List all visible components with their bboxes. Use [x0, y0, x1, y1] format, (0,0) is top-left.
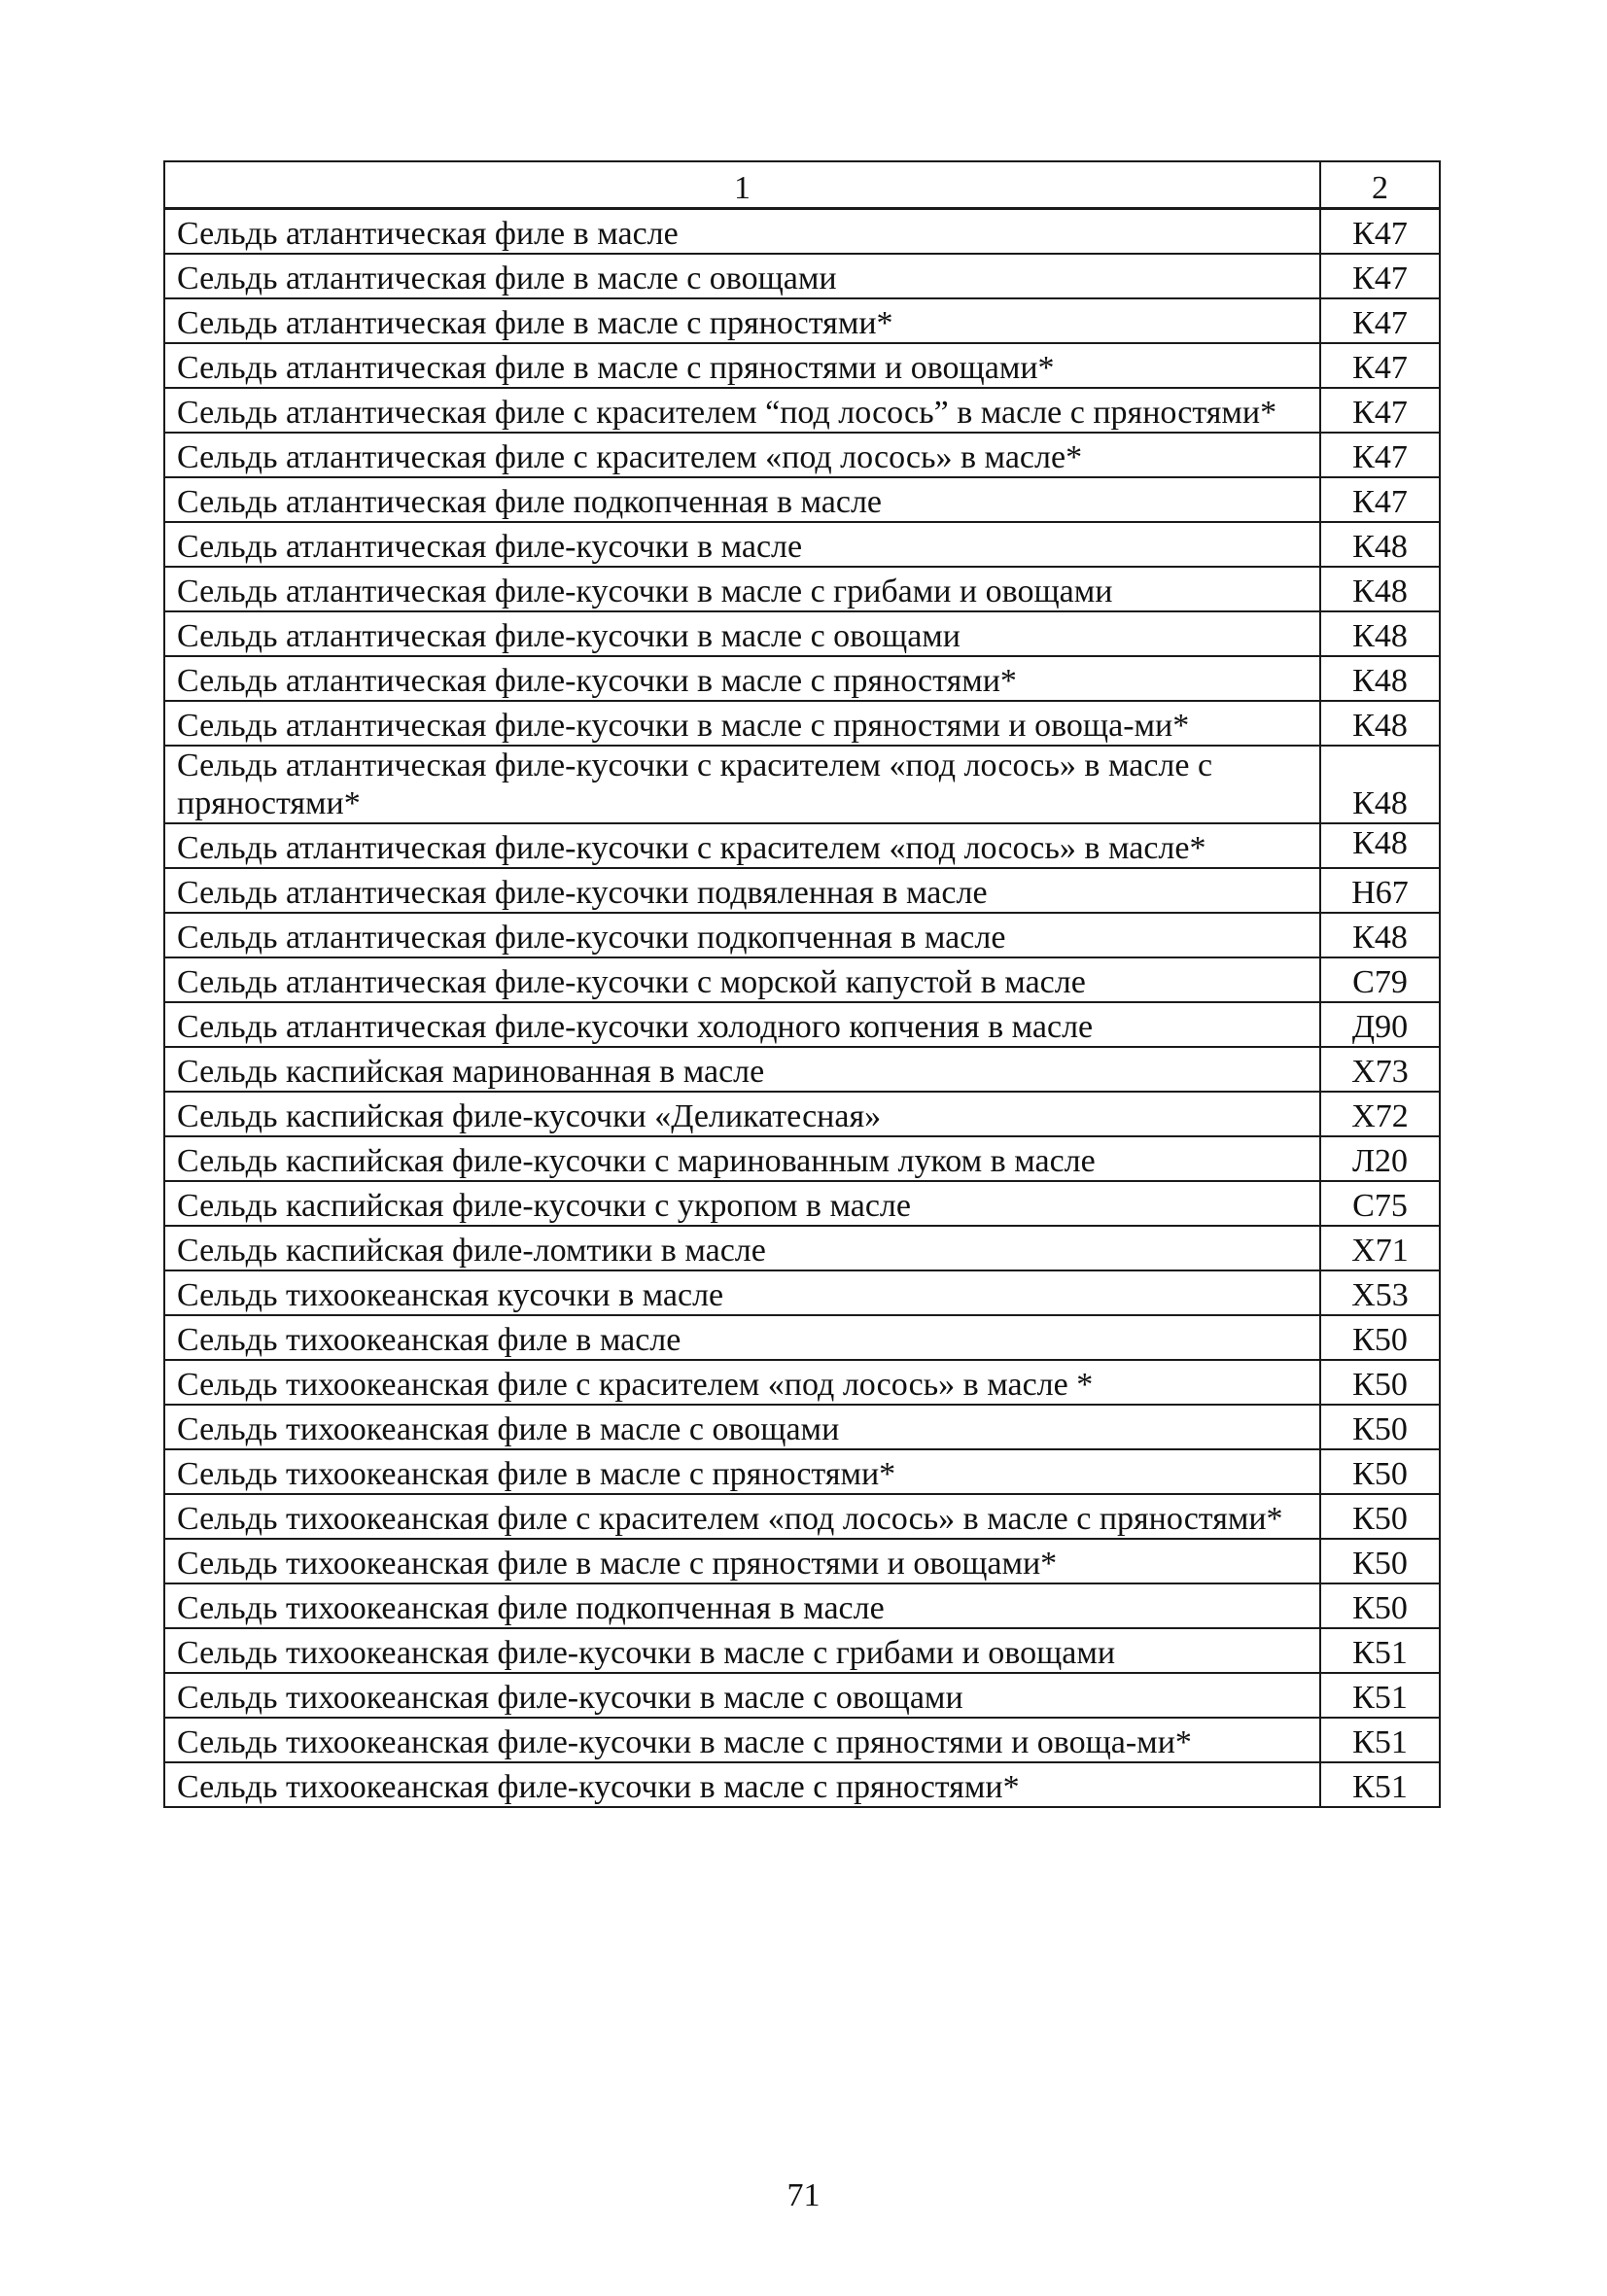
product-name-cell: Сельдь атлантическая филе-кусочки с красителем «под лосось» в масле с пряностями* — [164, 746, 1320, 823]
product-name-cell: Сельдь атлантическая филе в масле с овощами — [164, 254, 1320, 298]
product-name-cell: Сельдь каспийская филе-кусочки с укропом в масле — [164, 1181, 1320, 1226]
table-row — [164, 477, 1440, 522]
table-row — [164, 1628, 1440, 1673]
table-row — [164, 1226, 1440, 1270]
product-code-cell: К50 — [1320, 1360, 1440, 1405]
product-code-cell: Х72 — [1320, 1092, 1440, 1136]
product-code-cell: Х71 — [1320, 1226, 1440, 1270]
product-code-cell: К47 — [1320, 433, 1440, 477]
product-code-table — [163, 160, 1441, 1808]
table-row — [164, 1092, 1440, 1136]
table-row — [164, 388, 1440, 433]
table-row — [164, 1360, 1440, 1405]
table-row — [164, 701, 1440, 746]
product-code-cell: К50 — [1320, 1405, 1440, 1449]
product-name-cell: Сельдь атлантическая филе-кусочки в масле с пряностями и овоща-ми* — [164, 701, 1320, 746]
product-name-cell: Сельдь тихоокеанская филе-кусочки в масле с пряностями и овоща-ми* — [164, 1718, 1320, 1762]
product-code-cell: К47 — [1320, 343, 1440, 388]
product-name-cell: Сельдь каспийская маринованная в масле — [164, 1047, 1320, 1092]
product-name-cell: Сельдь атлантическая филе-кусочки подкопченная в масле — [164, 913, 1320, 957]
table-row — [164, 298, 1440, 343]
product-code-cell: С79 — [1320, 957, 1440, 1002]
product-code-cell: К50 — [1320, 1539, 1440, 1583]
product-name-cell: Сельдь каспийская филе-ломтики в масле — [164, 1226, 1320, 1270]
table-row — [164, 1583, 1440, 1628]
product-name-cell: Сельдь атлантическая филе-кусочки в масле с овощами — [164, 611, 1320, 656]
product-code-cell: К48 — [1320, 746, 1440, 823]
table-row — [164, 1449, 1440, 1494]
product-code-cell: Л20 — [1320, 1136, 1440, 1181]
product-code-cell: К48 — [1320, 567, 1440, 611]
table-row — [164, 567, 1440, 611]
product-name-cell: Сельдь тихоокеанская филе с красителем «под лосось» в масле с пряностями* — [164, 1494, 1320, 1539]
table-body — [164, 209, 1440, 1808]
table-row — [164, 1047, 1440, 1092]
table-row — [164, 1270, 1440, 1315]
product-name-cell: Сельдь атлантическая филе-кусочки в масле с грибами и овощами — [164, 567, 1320, 611]
product-name-cell: Сельдь атлантическая филе-кусочки с красителем «под лосось» в масле* — [164, 823, 1320, 868]
product-code-cell: К47 — [1320, 254, 1440, 298]
product-code-cell: К48 — [1320, 701, 1440, 746]
page-number: 71 — [786, 2177, 821, 2213]
product-code-cell: К50 — [1320, 1494, 1440, 1539]
product-code-cell: К48 — [1320, 823, 1440, 868]
table-row — [164, 868, 1440, 913]
product-code-cell: Д90 — [1320, 1002, 1440, 1047]
table-row — [164, 1539, 1440, 1583]
product-code-cell: С75 — [1320, 1181, 1440, 1226]
product-name-cell: Сельдь каспийская филе-кусочки с маринованным луком в масле — [164, 1136, 1320, 1181]
table-row — [164, 1181, 1440, 1226]
product-code-cell: К51 — [1320, 1673, 1440, 1718]
product-name-cell: Сельдь тихоокеанская филе-кусочки в масле с пряностями* — [164, 1762, 1320, 1807]
product-code-cell: К47 — [1320, 298, 1440, 343]
product-code-cell: К47 — [1320, 388, 1440, 433]
product-name-cell: Сельдь тихоокеанская филе подкопченная в масле — [164, 1583, 1320, 1628]
table-row — [164, 1136, 1440, 1181]
product-name-cell: Сельдь тихоокеанская филе в масле с пряностями* — [164, 1449, 1320, 1494]
table-row — [164, 913, 1440, 957]
product-code-cell: К50 — [1320, 1449, 1440, 1494]
product-code-cell: К48 — [1320, 913, 1440, 957]
table-row — [164, 656, 1440, 701]
table-row — [164, 1673, 1440, 1718]
table-row — [164, 823, 1440, 868]
product-name-cell: Сельдь атлантическая филе-кусочки подвяленная в масле — [164, 868, 1320, 913]
product-name-cell: Сельдь тихоокеанская филе в масле — [164, 1315, 1320, 1360]
table-row — [164, 1405, 1440, 1449]
product-name-cell: Сельдь атлантическая филе-кусочки в масле — [164, 522, 1320, 567]
product-code-cell: К48 — [1320, 611, 1440, 656]
product-name-cell: Сельдь атлантическая филе с красителем “под лосось” в масле с пряностями* — [164, 388, 1320, 433]
product-name-cell: Сельдь атлантическая филе-кусочки с морской капустой в масле — [164, 957, 1320, 1002]
product-code-cell: К51 — [1320, 1762, 1440, 1807]
product-name-cell: Сельдь тихоокеанская филе-кусочки в масле с грибами и овощами — [164, 1628, 1320, 1673]
product-name-cell: Сельдь каспийская филе-кусочки «Деликатесная» — [164, 1092, 1320, 1136]
product-name-cell: Сельдь тихоокеанская филе в масле с овощами — [164, 1405, 1320, 1449]
product-code-cell: К51 — [1320, 1628, 1440, 1673]
product-code-cell: К47 — [1320, 477, 1440, 522]
product-name-cell: Сельдь атлантическая филе-кусочки холодного копчения в масле — [164, 1002, 1320, 1047]
table-row — [164, 343, 1440, 388]
product-code-cell: Х53 — [1320, 1270, 1440, 1315]
table-row — [164, 1762, 1440, 1807]
product-name-cell: Сельдь атлантическая филе в масле с пряностями и овощами* — [164, 343, 1320, 388]
table-row — [164, 433, 1440, 477]
table-row — [164, 611, 1440, 656]
product-name-cell: Сельдь атлантическая филе в масле с пряностями* — [164, 298, 1320, 343]
product-code-cell: К48 — [1320, 656, 1440, 701]
table-row — [164, 1315, 1440, 1360]
column-header-2: 2 — [1320, 161, 1440, 209]
table-row — [164, 1718, 1440, 1762]
product-code-cell: К50 — [1320, 1583, 1440, 1628]
product-name-cell: Сельдь тихоокеанская филе в масле с пряностями и овощами* — [164, 1539, 1320, 1583]
product-name-cell: Сельдь атлантическая филе с красителем «под лосось» в масле* — [164, 433, 1320, 477]
table-row — [164, 522, 1440, 567]
product-name-cell: Сельдь тихоокеанская филе с красителем «под лосось» в масле * — [164, 1360, 1320, 1405]
table-row — [164, 957, 1440, 1002]
product-code-cell: К48 — [1320, 522, 1440, 567]
table-row — [164, 209, 1440, 255]
table-row — [164, 254, 1440, 298]
product-name-cell: Сельдь тихоокеанская кусочки в масле — [164, 1270, 1320, 1315]
table-row — [164, 1494, 1440, 1539]
product-name-cell: Сельдь тихоокеанская филе-кусочки в масле с овощами — [164, 1673, 1320, 1718]
table-row — [164, 746, 1440, 823]
product-code-cell: К47 — [1320, 209, 1440, 255]
table-header-row — [164, 161, 1440, 209]
product-name-cell: Сельдь атлантическая филе-кусочки в масле с пряностями* — [164, 656, 1320, 701]
product-code-cell: К51 — [1320, 1718, 1440, 1762]
product-code-cell: Н67 — [1320, 868, 1440, 913]
table-row — [164, 1002, 1440, 1047]
product-code-cell: К50 — [1320, 1315, 1440, 1360]
column-header-1: 1 — [164, 161, 1320, 209]
product-code-cell: Х73 — [1320, 1047, 1440, 1092]
product-name-cell: Сельдь атлантическая филе подкопченная в масле — [164, 477, 1320, 522]
product-name-cell: Сельдь атлантическая филе в масле — [164, 209, 1320, 255]
